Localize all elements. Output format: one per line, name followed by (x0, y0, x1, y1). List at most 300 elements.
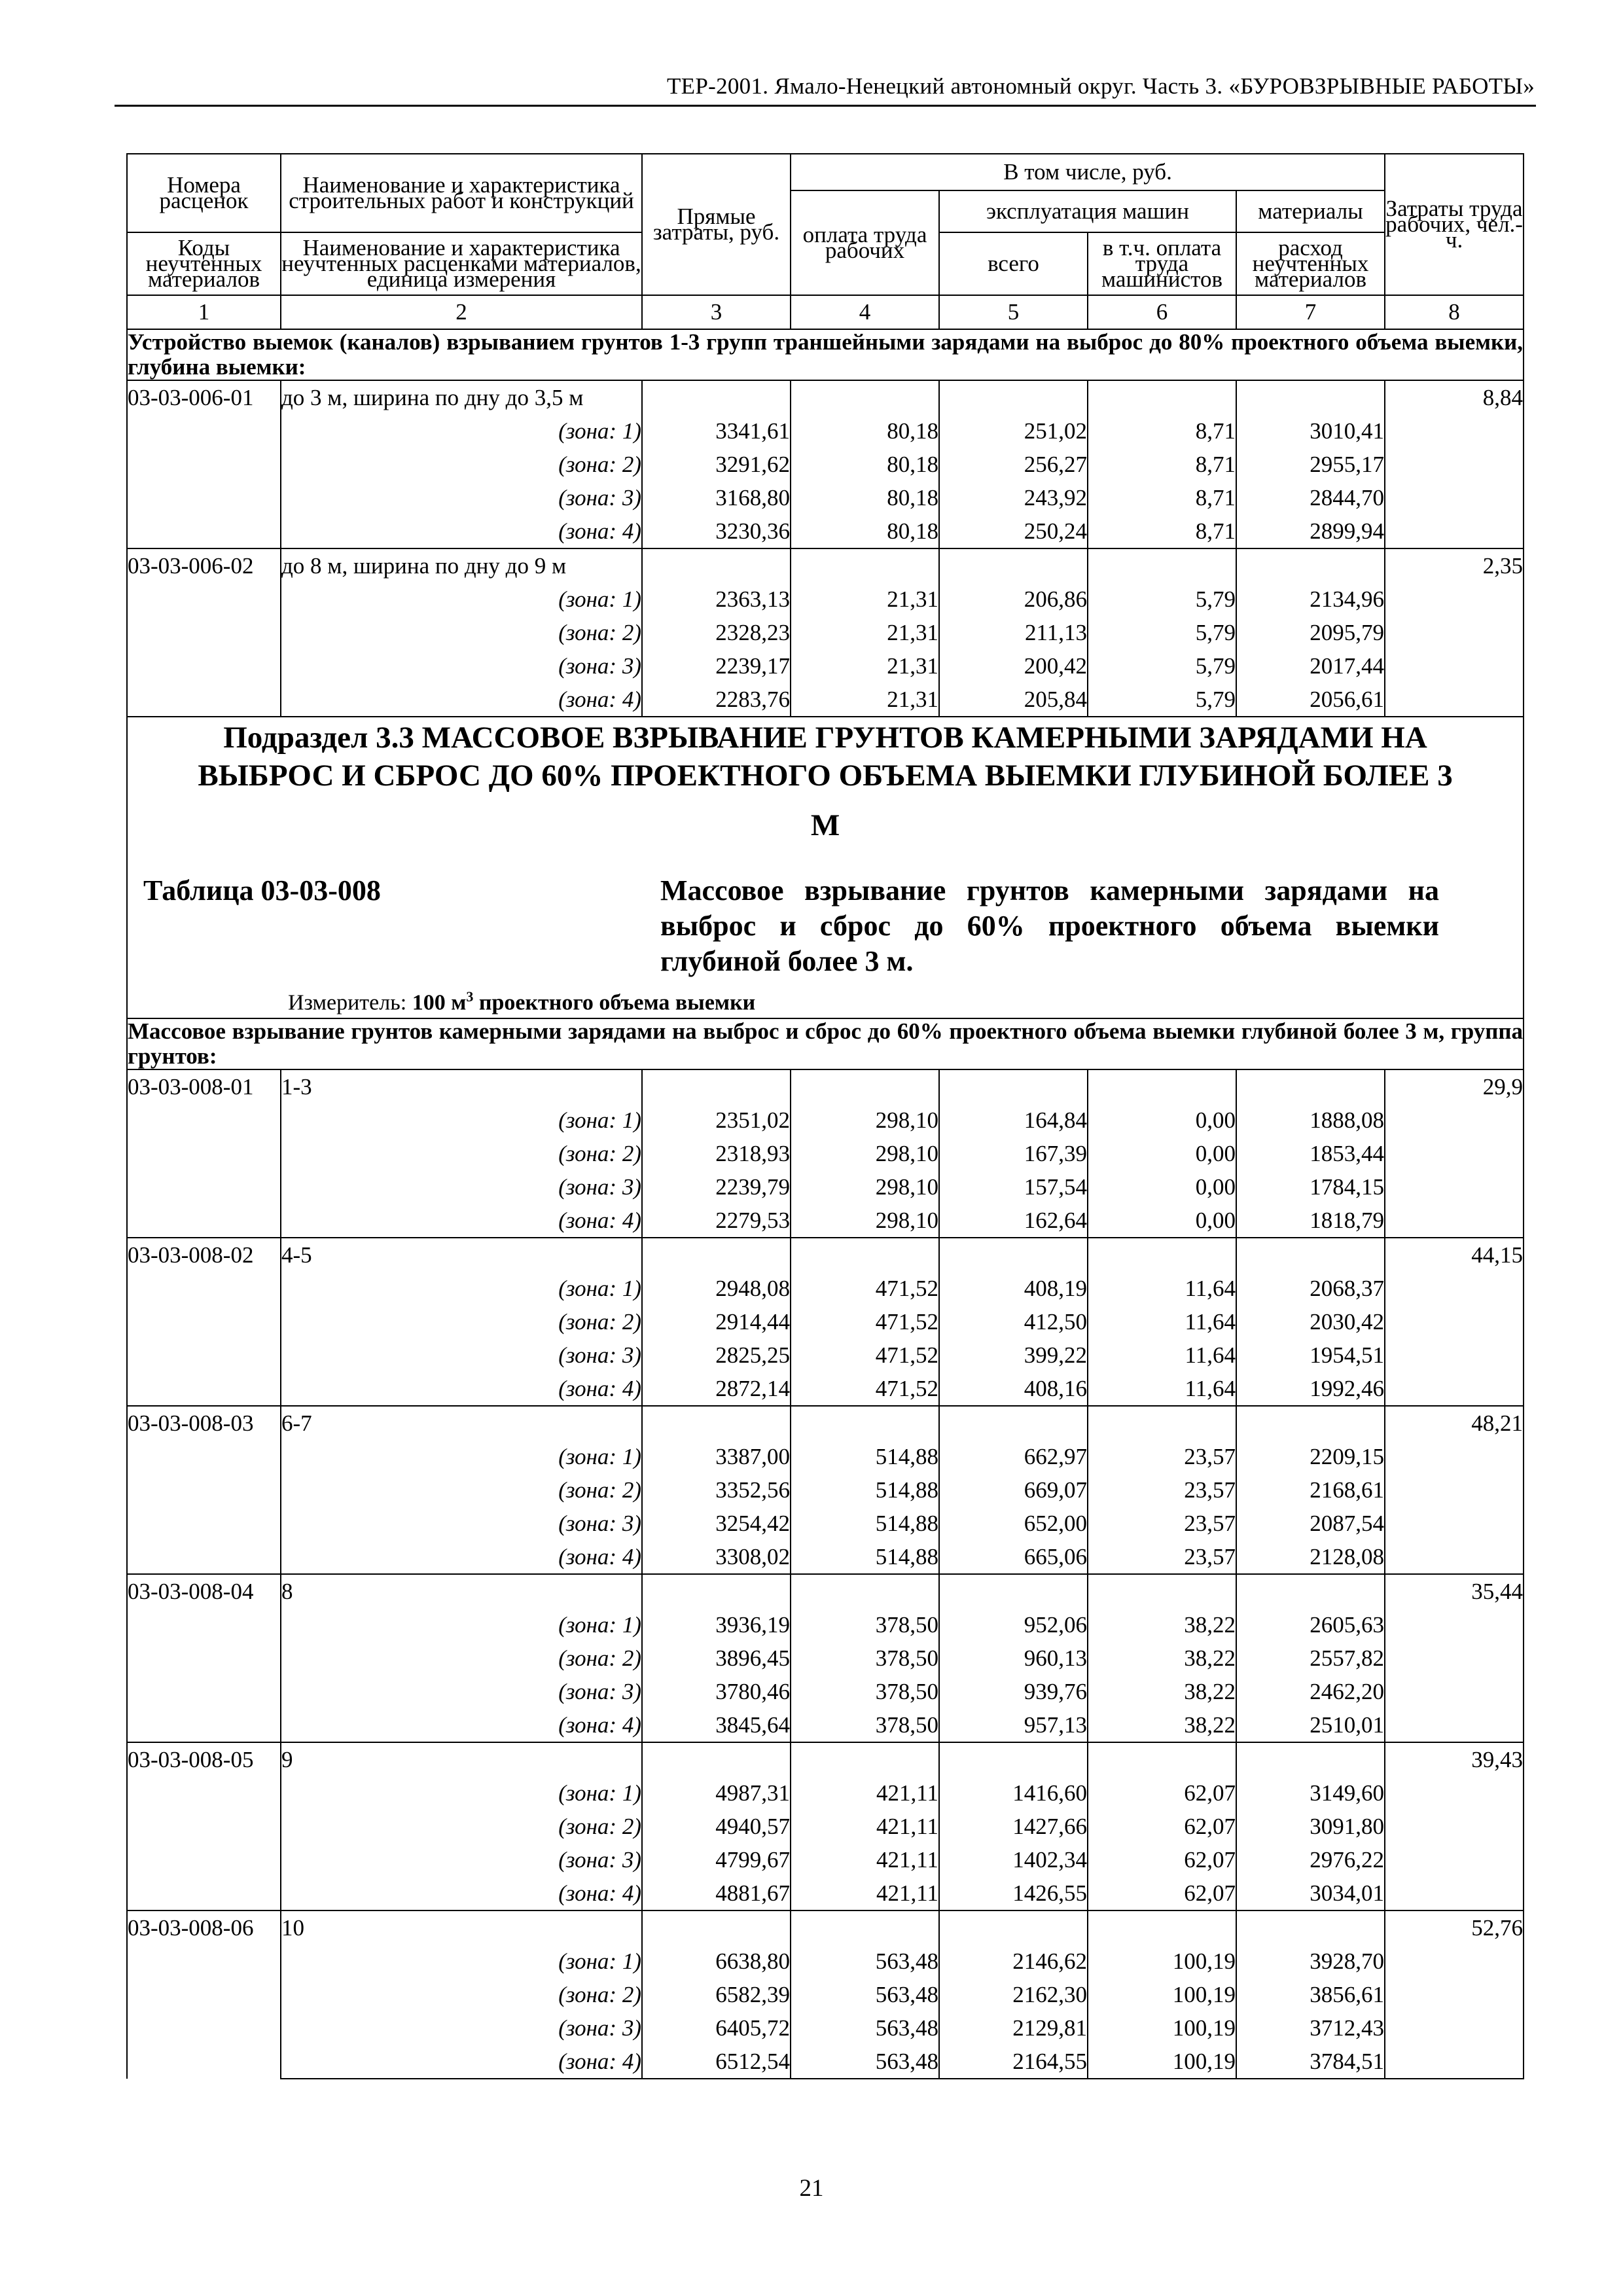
machines-total: 211,13 (939, 616, 1088, 649)
machines-total: 1416,60 (939, 1776, 1088, 1810)
empty-cell (1088, 1742, 1236, 1776)
empty-cell (1088, 548, 1236, 583)
machines-total: 256,27 (939, 448, 1088, 481)
measure-sup: 3 (466, 988, 474, 1005)
machines-total: 251,02 (939, 414, 1088, 448)
machinists-wages: 8,71 (1088, 481, 1236, 514)
empty-cell (642, 1742, 791, 1776)
machinists-wages: 100,19 (1088, 1945, 1236, 1978)
direct-costs: 2283,76 (642, 683, 791, 717)
rate-code: 03-03-008-01 (127, 1069, 281, 1238)
direct-costs: 4987,31 (642, 1776, 791, 1810)
machinists-wages: 23,57 (1088, 1540, 1236, 1574)
worker-wages: 563,48 (791, 1945, 939, 1978)
empty-cell (791, 1238, 939, 1272)
page-number: 21 (799, 2175, 824, 2202)
machines-total: 200,42 (939, 649, 1088, 683)
empty-cell (791, 1574, 939, 1608)
worker-wages: 80,18 (791, 448, 939, 481)
zone-label: (зона: 3) (281, 1675, 642, 1708)
table-row (127, 1708, 1524, 1742)
materials-cost: 2056,61 (1236, 683, 1385, 717)
machinists-wages: 5,79 (1088, 583, 1236, 616)
worker-wages: 421,11 (791, 1810, 939, 1843)
empty-cell (1236, 548, 1385, 583)
col-number: 6 (1088, 295, 1236, 329)
empty-cell (1385, 1204, 1524, 1238)
subsection-block (127, 717, 1524, 1018)
labor-cost: 52,76 (1385, 1910, 1524, 1945)
table-row (127, 1540, 1524, 1574)
machines-total: 2146,62 (939, 1945, 1088, 1978)
machinists-wages: 100,19 (1088, 2011, 1236, 2045)
empty-cell (791, 1910, 939, 1945)
col-number: 3 (642, 295, 791, 329)
worker-wages: 471,52 (791, 1338, 939, 1372)
direct-costs: 6638,80 (642, 1945, 791, 1978)
table-row (127, 1843, 1524, 1876)
col-header-machinists-wages: в т.ч. оплата труда машинистов (1088, 232, 1236, 295)
empty-cell (642, 1069, 791, 1103)
empty-cell (791, 1069, 939, 1103)
table-label: Таблица 03-03-008 (143, 874, 381, 906)
empty-cell (1385, 1776, 1524, 1810)
zone-label: (зона: 4) (281, 514, 642, 548)
table-row (127, 380, 1524, 414)
empty-cell (642, 1406, 791, 1440)
empty-cell (1385, 1272, 1524, 1305)
rate-name: 4-5 (281, 1238, 642, 1272)
empty-cell (1385, 1540, 1524, 1574)
materials-cost: 3091,80 (1236, 1810, 1385, 1843)
machines-total: 157,54 (939, 1170, 1088, 1204)
zone-label: (зона: 4) (281, 1876, 642, 1910)
table-row (127, 1945, 1524, 1978)
zone-label: (зона: 1) (281, 1608, 642, 1641)
machinists-wages: 5,79 (1088, 616, 1236, 649)
machinists-wages: 23,57 (1088, 1473, 1236, 1507)
col-header-material-names: Наименование и характеристика неучтенных расценками материалов, единица измерения (281, 232, 642, 295)
direct-costs: 2351,02 (642, 1103, 791, 1137)
empty-cell (1385, 2045, 1524, 2079)
col-header-labor: Затраты труда рабочих, чел.-ч. (1385, 154, 1524, 295)
table-description: Массовое взрывание грунтов камерными зарядами на выброс и сброс до 60% проектного объема выемки глубиной более 3 м. (660, 874, 1439, 977)
machines-total: 167,39 (939, 1137, 1088, 1170)
rate-code: 03-03-006-01 (127, 380, 281, 548)
table-row (127, 1641, 1524, 1675)
labor-cost: 44,15 (1385, 1238, 1524, 1272)
group-heading-row (127, 329, 1524, 380)
direct-costs: 3896,45 (642, 1641, 791, 1675)
worker-wages: 21,31 (791, 649, 939, 683)
empty-cell (1385, 649, 1524, 683)
col-number: 1 (127, 295, 281, 329)
empty-cell (1385, 514, 1524, 548)
machinists-wages: 62,07 (1088, 1876, 1236, 1910)
col-header-direct-costs: Прямые затраты, руб. (642, 154, 791, 295)
worker-wages: 298,10 (791, 1204, 939, 1238)
machinists-wages: 11,64 (1088, 1338, 1236, 1372)
worker-wages: 421,11 (791, 1876, 939, 1910)
worker-wages: 21,31 (791, 616, 939, 649)
machinists-wages: 0,00 (1088, 1170, 1236, 1204)
direct-costs: 3254,42 (642, 1507, 791, 1540)
table-row (127, 1574, 1524, 1608)
rate-name: 6-7 (281, 1406, 642, 1440)
empty-cell (939, 548, 1088, 583)
zone-label: (зона: 2) (281, 1473, 642, 1507)
machines-total: 1402,34 (939, 1843, 1088, 1876)
zone-label: (зона: 2) (281, 1305, 642, 1338)
materials-cost: 2510,01 (1236, 1708, 1385, 1742)
materials-cost: 2134,96 (1236, 583, 1385, 616)
zone-label: (зона: 1) (281, 1103, 642, 1137)
subsection-title: Подраздел 3.3 МАССОВОЕ ВЗРЫВАНИЕ ГРУНТОВ КАМЕРНЫМИ ЗАРЯДАМИ НА (223, 721, 1427, 755)
direct-costs: 3780,46 (642, 1675, 791, 1708)
direct-costs: 2239,17 (642, 649, 791, 683)
zone-label: (зона: 1) (281, 1776, 642, 1810)
materials-cost: 3149,60 (1236, 1776, 1385, 1810)
empty-cell (642, 548, 791, 583)
direct-costs: 3387,00 (642, 1440, 791, 1473)
machinists-wages: 5,79 (1088, 683, 1236, 717)
worker-wages: 514,88 (791, 1440, 939, 1473)
table-row (127, 414, 1524, 448)
machines-total: 408,16 (939, 1372, 1088, 1406)
empty-cell (1385, 683, 1524, 717)
col-header-wages: оплата труда рабочих (791, 190, 939, 295)
machines-total: 2162,30 (939, 1978, 1088, 2011)
table-row (127, 1742, 1524, 1776)
table-row (127, 1406, 1524, 1440)
col-header-material-usage: расход неучтенных материалов (1236, 232, 1385, 295)
materials-cost: 2017,44 (1236, 649, 1385, 683)
direct-costs: 2948,08 (642, 1272, 791, 1305)
materials-cost: 2095,79 (1236, 616, 1385, 649)
empty-cell (791, 1742, 939, 1776)
col-header-machines: эксплуатация машин (939, 190, 1236, 232)
direct-costs: 3845,64 (642, 1708, 791, 1742)
worker-wages: 514,88 (791, 1507, 939, 1540)
worker-wages: 514,88 (791, 1473, 939, 1507)
labor-cost: 48,21 (1385, 1406, 1524, 1440)
empty-cell (642, 380, 791, 414)
worker-wages: 378,50 (791, 1708, 939, 1742)
empty-cell (939, 380, 1088, 414)
col-number: 5 (939, 295, 1088, 329)
empty-cell (1385, 1945, 1524, 1978)
col-number: 4 (791, 295, 939, 329)
materials-cost: 1992,46 (1236, 1372, 1385, 1406)
header-rule (115, 105, 1536, 107)
zone-label: (зона: 3) (281, 481, 642, 514)
empty-cell (642, 1238, 791, 1272)
empty-cell (1385, 1473, 1524, 1507)
direct-costs: 3352,56 (642, 1473, 791, 1507)
empty-cell (1236, 1574, 1385, 1608)
labor-cost: 35,44 (1385, 1574, 1524, 1608)
materials-cost: 1784,15 (1236, 1170, 1385, 1204)
running-header: ТЕР-2001. Ямало-Ненецкий автономный округ. Часть 3. «БУРОВЗРЫВНЫЕ РАБОТЫ» (666, 73, 1535, 99)
machines-total: 408,19 (939, 1272, 1088, 1305)
machinists-wages: 38,22 (1088, 1641, 1236, 1675)
materials-cost: 2087,54 (1236, 1507, 1385, 1540)
materials-cost: 2976,22 (1236, 1843, 1385, 1876)
empty-cell (939, 1238, 1088, 1272)
col-number: 8 (1385, 295, 1524, 329)
zone-label: (зона: 3) (281, 1507, 642, 1540)
machinists-wages: 8,71 (1088, 414, 1236, 448)
table-row (127, 1103, 1524, 1137)
worker-wages: 80,18 (791, 514, 939, 548)
labor-cost: 8,84 (1385, 380, 1524, 414)
table-row (127, 583, 1524, 616)
direct-costs: 2872,14 (642, 1372, 791, 1406)
machinists-wages: 100,19 (1088, 1978, 1236, 2011)
empty-cell (1236, 1910, 1385, 1945)
subsection-title: ВЫБРОС И СБРОС ДО 60% ПРОЕКТНОГО ОБЪЕМА ВЫЕМКИ ГЛУБИНОЙ БОЛЕЕ 3 (198, 759, 1453, 793)
table-row (127, 1305, 1524, 1338)
machinists-wages: 8,71 (1088, 448, 1236, 481)
table-row (127, 2045, 1524, 2079)
machines-total: 652,00 (939, 1507, 1088, 1540)
machines-total: 1426,55 (939, 1876, 1088, 1910)
table-row (127, 1170, 1524, 1204)
col-header-materials: материалы (1236, 190, 1385, 232)
empty-cell (1385, 1305, 1524, 1338)
machines-total: 2129,81 (939, 2011, 1088, 2045)
machinists-wages: 38,22 (1088, 1708, 1236, 1742)
direct-costs: 3291,62 (642, 448, 791, 481)
worker-wages: 514,88 (791, 1540, 939, 1574)
empty-cell (1385, 481, 1524, 514)
empty-cell (1385, 1675, 1524, 1708)
worker-wages: 80,18 (791, 481, 939, 514)
worker-wages: 298,10 (791, 1103, 939, 1137)
table-row (127, 514, 1524, 548)
empty-cell (642, 1574, 791, 1608)
empty-cell (1088, 1574, 1236, 1608)
direct-costs: 2328,23 (642, 616, 791, 649)
col-number: 2 (281, 295, 642, 329)
rate-code: 03-03-008-02 (127, 1238, 281, 1406)
machines-total: 952,06 (939, 1608, 1088, 1641)
subsection-title: М (810, 808, 840, 842)
empty-cell (1088, 1069, 1236, 1103)
worker-wages: 21,31 (791, 583, 939, 616)
empty-cell (1236, 380, 1385, 414)
zone-label: (зона: 3) (281, 649, 642, 683)
empty-cell (1385, 2011, 1524, 2045)
materials-cost: 2168,61 (1236, 1473, 1385, 1507)
machines-total: 243,92 (939, 481, 1088, 514)
table-row (127, 1675, 1524, 1708)
table-row (127, 1069, 1524, 1103)
machines-total: 957,13 (939, 1708, 1088, 1742)
materials-cost: 1888,08 (1236, 1103, 1385, 1137)
materials-cost: 2030,42 (1236, 1305, 1385, 1338)
machines-total: 665,06 (939, 1540, 1088, 1574)
materials-cost: 2128,08 (1236, 1540, 1385, 1574)
materials-cost: 2899,94 (1236, 514, 1385, 548)
empty-cell (939, 1910, 1088, 1945)
materials-cost: 1853,44 (1236, 1137, 1385, 1170)
empty-cell (1385, 1103, 1524, 1137)
table-row (127, 1776, 1524, 1810)
empty-cell (791, 1406, 939, 1440)
machinists-wages: 0,00 (1088, 1204, 1236, 1238)
zone-label: (зона: 2) (281, 1137, 642, 1170)
table-row (127, 548, 1524, 583)
machines-total: 2164,55 (939, 2045, 1088, 2079)
direct-costs: 2239,79 (642, 1170, 791, 1204)
group-heading-row (127, 1018, 1524, 1069)
machinists-wages: 0,00 (1088, 1103, 1236, 1137)
machinists-wages: 100,19 (1088, 2045, 1236, 2079)
worker-wages: 298,10 (791, 1137, 939, 1170)
materials-cost: 2209,15 (1236, 1440, 1385, 1473)
empty-cell (1385, 1843, 1524, 1876)
empty-cell (1385, 1641, 1524, 1675)
group-heading: Устройство выемок (каналов) взрыванием грунтов 1-3 групп траншейными зарядами на выброс до 80% проектного объема выемки, глубина выемки: (128, 329, 1524, 380)
table-row (127, 1372, 1524, 1406)
machinists-wages: 11,64 (1088, 1305, 1236, 1338)
table-row (127, 1473, 1524, 1507)
machines-total: 412,50 (939, 1305, 1088, 1338)
materials-cost: 1954,51 (1236, 1338, 1385, 1372)
materials-cost: 2844,70 (1236, 481, 1385, 514)
table-row (127, 1338, 1524, 1372)
machinists-wages: 11,64 (1088, 1372, 1236, 1406)
empty-cell (1385, 1338, 1524, 1372)
materials-cost: 3034,01 (1236, 1876, 1385, 1910)
zone-label: (зона: 1) (281, 414, 642, 448)
zone-label: (зона: 4) (281, 683, 642, 717)
worker-wages: 563,48 (791, 2011, 939, 2045)
materials-cost: 2955,17 (1236, 448, 1385, 481)
empty-cell (1385, 616, 1524, 649)
direct-costs: 3168,80 (642, 481, 791, 514)
worker-wages: 471,52 (791, 1305, 939, 1338)
table-row (127, 1910, 1524, 1945)
direct-costs: 2825,25 (642, 1338, 791, 1372)
direct-costs: 6405,72 (642, 2011, 791, 2045)
rate-name: 1-3 (281, 1069, 642, 1103)
zone-label: (зона: 4) (281, 1540, 642, 1574)
machinists-wages: 62,07 (1088, 1843, 1236, 1876)
zone-label: (зона: 3) (281, 1170, 642, 1204)
empty-cell (1385, 583, 1524, 616)
rate-name: 9 (281, 1742, 642, 1776)
direct-costs: 3341,61 (642, 414, 791, 448)
empty-cell (642, 1910, 791, 1945)
worker-wages: 378,50 (791, 1641, 939, 1675)
worker-wages: 298,10 (791, 1170, 939, 1204)
empty-cell (1385, 1876, 1524, 1910)
machines-total: 669,07 (939, 1473, 1088, 1507)
measure-value: 100 м (412, 990, 467, 1015)
machines-total: 250,24 (939, 514, 1088, 548)
zone-label: (зона: 2) (281, 448, 642, 481)
zone-label: (зона: 4) (281, 1708, 642, 1742)
materials-cost: 2605,63 (1236, 1608, 1385, 1641)
materials-cost: 3856,61 (1236, 1978, 1385, 2011)
machines-total: 939,76 (939, 1675, 1088, 1708)
zone-label: (зона: 4) (281, 2045, 642, 2079)
zone-label: (зона: 3) (281, 1338, 642, 1372)
zone-label: (зона: 4) (281, 1204, 642, 1238)
direct-costs: 3936,19 (642, 1608, 791, 1641)
machinists-wages: 8,71 (1088, 514, 1236, 548)
group-heading: Массовое взрывание грунтов камерными зарядами на выброс и сброс до 60% проектного объема выемки глубиной более 3 м, группа грунтов: (128, 1018, 1524, 1069)
rate-name: до 8 м, ширина по дну до 9 м (281, 548, 642, 583)
direct-costs: 3308,02 (642, 1540, 791, 1574)
worker-wages: 378,50 (791, 1675, 939, 1708)
table-row (127, 1507, 1524, 1540)
direct-costs: 2914,44 (642, 1305, 791, 1338)
empty-cell (1385, 1372, 1524, 1406)
table-row (127, 448, 1524, 481)
labor-cost: 29,9 (1385, 1069, 1524, 1103)
empty-cell (1088, 380, 1236, 414)
worker-wages: 471,52 (791, 1272, 939, 1305)
empty-cell (1236, 1742, 1385, 1776)
empty-cell (1236, 1406, 1385, 1440)
worker-wages: 471,52 (791, 1372, 939, 1406)
zone-label: (зона: 3) (281, 1843, 642, 1876)
table-row (127, 1810, 1524, 1843)
machines-total: 1427,66 (939, 1810, 1088, 1843)
machinists-wages: 62,07 (1088, 1810, 1236, 1843)
empty-cell (1236, 1069, 1385, 1103)
empty-cell (1385, 1810, 1524, 1843)
empty-cell (1236, 1238, 1385, 1272)
measure-suffix: проектного объема выемки (478, 990, 756, 1015)
col-header-codes: Номера расценок (127, 154, 281, 232)
empty-cell (1385, 1978, 1524, 2011)
labor-cost: 39,43 (1385, 1742, 1524, 1776)
machinists-wages: 38,22 (1088, 1608, 1236, 1641)
zone-label: (зона: 1) (281, 1440, 642, 1473)
table-row (127, 683, 1524, 717)
worker-wages: 563,48 (791, 1978, 939, 2011)
materials-cost: 2557,82 (1236, 1641, 1385, 1675)
materials-cost: 3784,51 (1236, 2045, 1385, 2079)
labor-cost: 2,35 (1385, 548, 1524, 583)
materials-cost: 3928,70 (1236, 1945, 1385, 1978)
empty-cell (939, 1069, 1088, 1103)
table-row (127, 2011, 1524, 2045)
measure-prefix: Измеритель: (288, 990, 407, 1015)
direct-costs: 4799,67 (642, 1843, 791, 1876)
worker-wages: 21,31 (791, 683, 939, 717)
empty-cell (1385, 448, 1524, 481)
table-row (127, 1137, 1524, 1170)
direct-costs: 2318,93 (642, 1137, 791, 1170)
zone-label: (зона: 3) (281, 2011, 642, 2045)
empty-cell (1088, 1910, 1236, 1945)
worker-wages: 80,18 (791, 414, 939, 448)
empty-cell (939, 1574, 1088, 1608)
direct-costs: 2363,13 (642, 583, 791, 616)
machines-total: 399,22 (939, 1338, 1088, 1372)
table-row (127, 1440, 1524, 1473)
table-row (127, 1978, 1524, 2011)
materials-cost: 2462,20 (1236, 1675, 1385, 1708)
table-row (127, 616, 1524, 649)
measure-unit (128, 988, 1523, 1018)
materials-cost: 3010,41 (1236, 414, 1385, 448)
